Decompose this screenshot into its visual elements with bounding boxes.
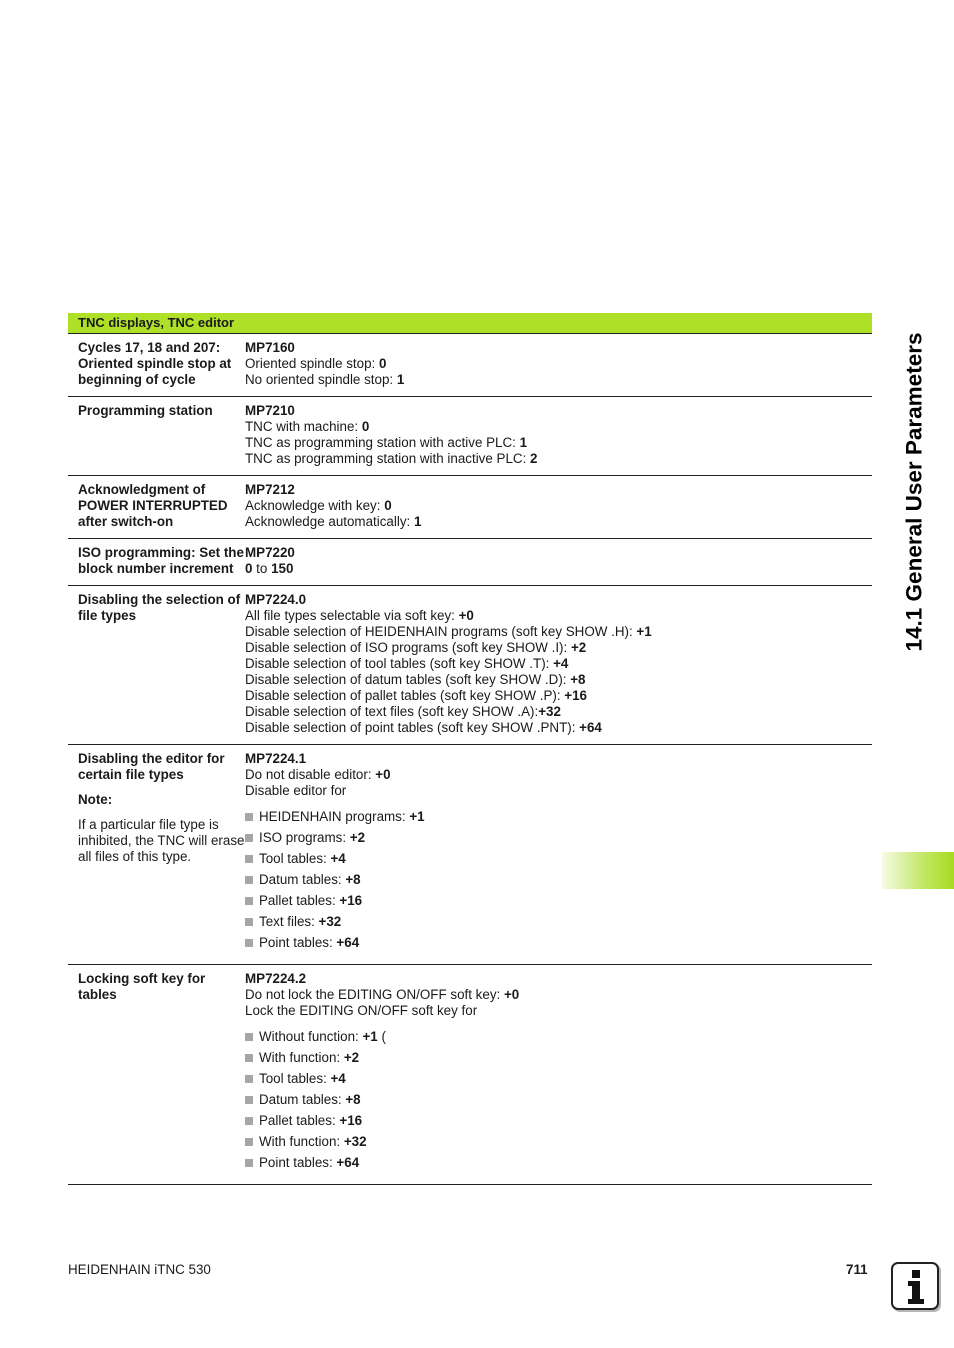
setting-text: TNC with machine: [245, 419, 362, 434]
bullet-text: HEIDENHAIN programs: [259, 809, 410, 824]
bullet-value: +32 [343, 1134, 367, 1149]
bullet-square-icon [245, 1033, 253, 1041]
row-label: Disabling the selection of file types [78, 592, 241, 623]
bullet-square-icon [245, 1096, 253, 1104]
bullet-square-icon [245, 876, 253, 884]
setting-value: +64 [579, 720, 602, 735]
setting-line [245, 1003, 872, 1019]
bullet-text: Without function: [259, 1029, 363, 1044]
setting-value: +8 [570, 672, 586, 687]
bullet-content [259, 851, 346, 867]
setting-text: Disable selection of text files (soft key SHOW .A): [245, 704, 539, 719]
setting-line [245, 656, 872, 672]
bullet-content [259, 1155, 359, 1171]
bullet-text: Text files: [259, 914, 319, 929]
bullet-value: +1 [362, 1029, 378, 1044]
bullet-content [259, 893, 362, 909]
setting-text: Disable selection of point tables (soft key SHOW .PNT): [245, 720, 580, 735]
chapter-side-title-text: 14.1 General User Parameters [901, 332, 926, 652]
setting-value: 0 [384, 498, 392, 513]
table-body [68, 334, 872, 1185]
setting-text: TNC as programming station with active PLC: [245, 435, 520, 450]
setting-value: +1 [636, 624, 652, 639]
bullet-value: +2 [343, 1050, 360, 1065]
bullet-item [245, 1155, 872, 1171]
setting-text: Disable selection of ISO programs (soft key SHOW .I): [245, 640, 571, 655]
bullet-list [245, 1029, 872, 1171]
row-label: Acknowledgment of POWER INTERRUPTED after switch-on [78, 482, 228, 529]
setting-line [245, 419, 872, 435]
bullet-text: Pallet tables: [259, 1113, 340, 1128]
setting-line [245, 704, 872, 720]
bullet-square-icon [245, 1138, 253, 1146]
setting-text: Disable selection of pallet tables (soft key SHOW .P): [245, 688, 565, 703]
row-label: Disabling the editor for certain file types [78, 751, 225, 782]
setting-line [245, 451, 872, 467]
range-from: 0 [245, 561, 253, 576]
bullet-text: With function: [259, 1134, 344, 1149]
bullet-content [259, 1113, 362, 1129]
value-range [245, 561, 872, 577]
setting-line [245, 688, 872, 704]
row-label-cell [68, 745, 245, 964]
bullet-content [259, 809, 425, 825]
bullet-content [259, 1050, 359, 1066]
bullet-item [245, 1092, 872, 1108]
row-label: Programming station [78, 403, 213, 418]
range-to: 150 [271, 561, 294, 576]
row-value-cell [245, 586, 872, 744]
machine-parameter-id: MP7224.1 [245, 751, 307, 766]
setting-text: No oriented spindle stop: [245, 372, 397, 387]
bullet-square-icon [245, 897, 253, 905]
bullet-text: Point tables: [259, 935, 337, 950]
setting-value: 1 [396, 372, 405, 387]
bullet-list [245, 809, 872, 951]
setting-text: Disable selection of tool tables (soft key SHOW .T): [245, 656, 554, 671]
setting-line [245, 783, 872, 799]
bullet-value: +1 [409, 809, 425, 824]
row-label: Cycles 17, 18 and 207: Oriented spindle stop at beginning of cycle [78, 340, 232, 387]
row-label-cell [68, 334, 245, 396]
footer-product: HEIDENHAIN iTNC 530 [68, 1262, 211, 1277]
table-row [68, 476, 872, 539]
bullet-item [245, 872, 872, 888]
setting-line [245, 514, 872, 530]
row-label-cell [68, 476, 245, 538]
setting-value: +0 [458, 608, 474, 623]
bullet-value: +2 [349, 830, 366, 845]
range-to-word: to [252, 561, 272, 576]
bullet-text: With function: [259, 1050, 344, 1065]
bullet-suffix: ( [377, 1029, 386, 1044]
bullet-text: ISO programs: [259, 830, 350, 845]
bullet-item [245, 1029, 872, 1045]
setting-line [245, 498, 872, 514]
table-row [68, 965, 872, 1185]
bullet-value: +4 [330, 1071, 346, 1086]
row-label: ISO programming: Set the block number increment [78, 545, 244, 576]
bullet-square-icon [245, 1117, 253, 1125]
bullet-content [259, 935, 359, 951]
setting-line [245, 356, 872, 372]
table-row [68, 334, 872, 397]
row-value-cell [245, 476, 872, 538]
machine-parameter-id: MP7220 [245, 545, 295, 560]
bullet-square-icon [245, 834, 253, 842]
bullet-text: Pallet tables: [259, 893, 340, 908]
table-row [68, 745, 872, 965]
machine-parameter-id: MP7224.0 [245, 592, 307, 607]
bullet-square-icon [245, 1159, 253, 1167]
setting-value: +2 [570, 640, 587, 655]
bullet-value: +8 [345, 872, 361, 887]
setting-value: 2 [530, 451, 538, 466]
bullet-content [259, 1134, 367, 1150]
setting-value: 0 [361, 419, 370, 434]
setting-line [245, 608, 872, 624]
bullet-square-icon [245, 939, 253, 947]
machine-parameter-id: MP7160 [245, 340, 295, 355]
setting-text: Disable editor for [245, 783, 347, 798]
bullet-content [259, 1071, 346, 1087]
row-value-cell [245, 745, 872, 964]
setting-value: 0 [379, 356, 387, 371]
bullet-item [245, 914, 872, 930]
bullet-square-icon [245, 918, 253, 926]
bullet-square-icon [245, 855, 253, 863]
setting-value: +32 [538, 704, 561, 719]
bullet-item [245, 893, 872, 909]
row-value-cell [245, 965, 872, 1184]
bullet-item [245, 809, 872, 825]
bullet-item [245, 1050, 872, 1066]
setting-line [245, 767, 872, 783]
bullet-text: Tool tables: [259, 851, 331, 866]
bullet-content [259, 914, 341, 930]
setting-line [245, 640, 872, 656]
setting-text: Do not lock the EDITING ON/OFF soft key: [245, 987, 504, 1002]
setting-value: 1 [413, 514, 422, 529]
bullet-value: +64 [336, 935, 360, 950]
chapter-side-title [896, 312, 932, 672]
row-label-cell [68, 539, 245, 585]
page-number: 711 [846, 1262, 868, 1277]
table-header: TNC displays, TNC editor [68, 313, 872, 334]
bullet-item [245, 830, 872, 846]
bullet-content [259, 1092, 361, 1108]
parameter-table [68, 313, 872, 1185]
setting-text: Disable selection of HEIDENHAIN programs (soft key SHOW .H): [245, 624, 637, 639]
bullet-value: +16 [339, 893, 363, 908]
setting-value: 1 [519, 435, 528, 450]
bullet-content [259, 872, 361, 888]
table-row [68, 539, 872, 586]
table-row [68, 586, 872, 745]
setting-line [245, 672, 872, 688]
info-icon [891, 1262, 939, 1310]
setting-text: Disable selection of datum tables (soft key SHOW .D): [245, 672, 571, 687]
row-label-cell [68, 397, 245, 475]
bullet-value: +16 [339, 1113, 363, 1128]
bullet-text: Tool tables: [259, 1071, 331, 1086]
machine-parameter-id: MP7224.2 [245, 971, 307, 986]
bullet-text: Datum tables: [259, 872, 346, 887]
setting-line [245, 624, 872, 640]
bullet-content [259, 830, 365, 846]
setting-line [245, 987, 872, 1003]
bullet-value: +32 [318, 914, 342, 929]
bullet-value: +8 [345, 1092, 361, 1107]
setting-line [245, 435, 872, 451]
bullet-item [245, 1113, 872, 1129]
setting-value: +0 [503, 987, 520, 1002]
bullet-value: +64 [336, 1155, 360, 1170]
row-value-cell [245, 539, 872, 585]
row-value-cell [245, 334, 872, 396]
setting-value: +4 [553, 656, 569, 671]
setting-text: Do not disable editor: [245, 767, 376, 782]
setting-value: +16 [564, 688, 587, 703]
bullet-item [245, 1134, 872, 1150]
setting-text: Oriented spindle stop: [245, 356, 379, 371]
row-label-cell [68, 965, 245, 1184]
bullet-square-icon [245, 1075, 253, 1083]
setting-value: +0 [375, 767, 391, 782]
chapter-tab-marker [882, 852, 954, 889]
bullet-square-icon [245, 1054, 253, 1062]
row-label: Locking soft key for tables [78, 971, 206, 1002]
setting-text: Acknowledge with key: [245, 498, 385, 513]
bullet-text: Datum tables: [259, 1092, 346, 1107]
machine-parameter-id: MP7210 [245, 403, 295, 418]
note-heading: Note: [78, 792, 113, 807]
setting-line [245, 720, 872, 736]
setting-text: TNC as programming station with inactive PLC: [245, 451, 531, 466]
info-glyph [893, 1264, 937, 1308]
note-text: If a particular file type is inhibited, the TNC will erase all files of this type. [78, 817, 245, 864]
setting-text: Acknowledge automatically: [245, 514, 414, 529]
row-value-cell [245, 397, 872, 475]
setting-line [245, 372, 872, 388]
bullet-value: +4 [330, 851, 346, 866]
bullet-item [245, 851, 872, 867]
row-label-cell [68, 586, 245, 744]
bullet-item [245, 1071, 872, 1087]
setting-text: All file types selectable via soft key: [245, 608, 459, 623]
bullet-item [245, 935, 872, 951]
bullet-content [259, 1029, 386, 1045]
table-row [68, 397, 872, 476]
setting-text: Lock the EDITING ON/OFF soft key for [245, 1003, 478, 1018]
machine-parameter-id: MP7212 [245, 482, 295, 497]
bullet-text: Point tables: [259, 1155, 337, 1170]
bullet-square-icon [245, 813, 253, 821]
